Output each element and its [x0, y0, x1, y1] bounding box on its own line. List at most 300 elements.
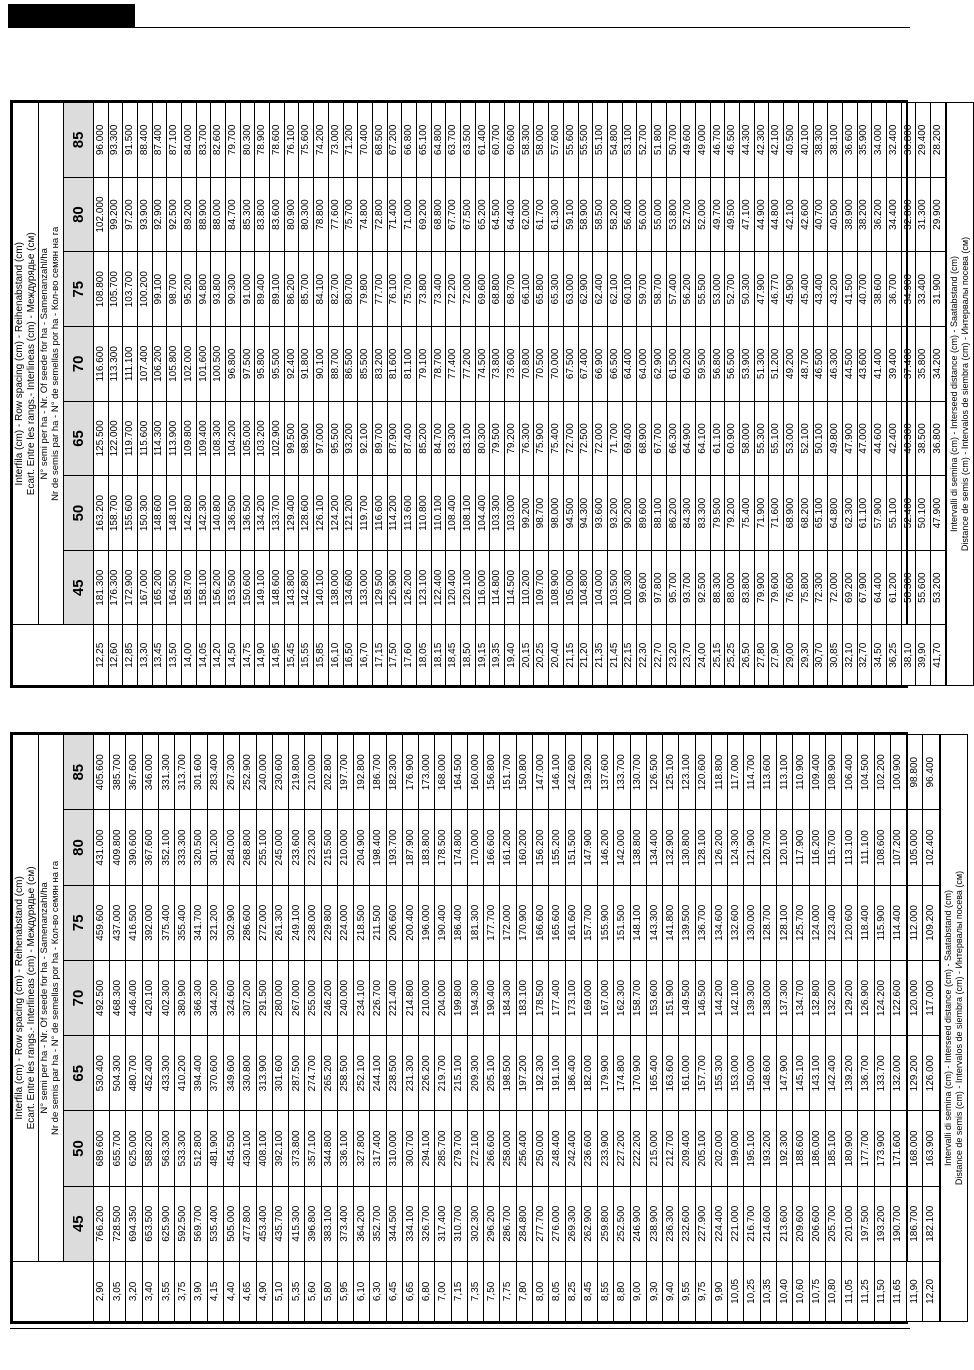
table-row — [651, 103, 666, 686]
seeds-cell: 92.900 — [152, 177, 167, 252]
distance-cell: 16,10 — [328, 625, 343, 686]
distance-cell: 7,75 — [500, 1261, 516, 1321]
seeds-cell: 221.400 — [386, 960, 402, 1035]
table-row — [191, 735, 207, 1322]
seeds-per-ha-title — [39, 103, 64, 626]
seeds-cell: 55.500 — [578, 103, 593, 178]
seeds-cell: 117.000 — [728, 735, 744, 810]
seeds-cell: 136.700 — [858, 1036, 874, 1111]
seeds-cell: 72.500 — [578, 401, 593, 476]
seeds-cell: 85.200 — [416, 401, 431, 476]
seeds-cell: 75.700 — [343, 177, 358, 252]
seeds-cell: 118.400 — [858, 885, 874, 960]
seeds-cell: 88.700 — [328, 327, 343, 402]
seeds-cell: 210.000 — [337, 810, 353, 885]
seeds-cell: 504.300 — [110, 1036, 126, 1111]
seeds-cell: 219.700 — [435, 1036, 451, 1111]
seeds-cell: 588.200 — [142, 1111, 158, 1186]
seeds-cell: 198.400 — [370, 810, 386, 885]
seeds-cell: 110.100 — [431, 476, 446, 551]
seeds-cell: 65.200 — [475, 177, 490, 252]
seeds-cell: 98.800 — [907, 735, 923, 810]
table-row — [108, 103, 123, 686]
distance-cell: 12,60 — [108, 625, 123, 686]
table-row — [931, 103, 946, 686]
seeds-cell: 333.300 — [175, 810, 191, 885]
seeds-cell: 66.800 — [402, 103, 417, 178]
seeds-cell: 209.400 — [679, 1111, 695, 1186]
seeds-cell: 151.500 — [565, 810, 581, 885]
seeds-cell: 38.200 — [857, 177, 872, 252]
seeds-cell: 106.400 — [842, 735, 858, 810]
seeds-cell: 266.600 — [484, 1111, 500, 1186]
seeds-cell: 563.300 — [158, 1111, 174, 1186]
table-row — [207, 735, 223, 1322]
distance-cell: 11,05 — [842, 1261, 858, 1321]
table-row — [137, 103, 152, 686]
seeds-cell: 98.900 — [299, 401, 314, 476]
seeds-cell: 139.200 — [842, 1036, 858, 1111]
seeds-cell: 133.000 — [358, 550, 373, 625]
distance-cell: 4,15 — [207, 1261, 223, 1321]
seeds-cell: 766.200 — [93, 1186, 109, 1261]
seeds-cell: 186.000 — [809, 1111, 825, 1186]
column-header-65: 65 — [63, 1036, 93, 1111]
seeds-cell: 89.400 — [255, 252, 270, 327]
seeds-cell: 122.400 — [431, 550, 446, 625]
seeds-cell: 272.000 — [256, 885, 272, 960]
distance-cell: 38,10 — [901, 625, 916, 686]
seeds-cell: 74.200 — [314, 103, 329, 178]
distance-cell: 15,55 — [299, 625, 314, 686]
seeds-cell: 38.300 — [813, 103, 828, 178]
seeds-cell: 112.000 — [907, 885, 923, 960]
seeds-cell: 63.500 — [461, 103, 476, 178]
seeds-cell: 219.800 — [289, 735, 305, 810]
seeds-cell: 153.600 — [646, 960, 662, 1035]
seed-table-top-rotated — [12, 102, 970, 686]
distance-cell: 6,45 — [386, 1261, 402, 1321]
seeds-cell: 108.300 — [211, 401, 226, 476]
header-corner — [13, 625, 94, 686]
seeds-cell: 352.100 — [158, 810, 174, 885]
distance-cell: 3,20 — [126, 1261, 142, 1321]
interseed-distance-title — [946, 103, 974, 686]
seeds-cell: 143.100 — [809, 1036, 825, 1111]
distance-cell: 21,20 — [578, 625, 593, 686]
seeds-cell: 72.200 — [446, 252, 461, 327]
distance-cell: 9,75 — [695, 1261, 711, 1321]
seeds-cell: 56.200 — [681, 252, 696, 327]
seeds-cell: 67.400 — [578, 327, 593, 402]
seeds-cell: 79.500 — [710, 476, 725, 551]
seeds-cell: 405.600 — [93, 735, 109, 810]
seeds-cell: 134.200 — [255, 476, 270, 551]
seeds-cell: 313.700 — [175, 735, 191, 810]
seeds-cell: 55.600 — [916, 550, 931, 625]
seeds-cell: 109.400 — [196, 401, 211, 476]
seeds-cell: 57.900 — [872, 476, 887, 551]
seeds-cell: 93.200 — [343, 401, 358, 476]
seeds-cell: 380.900 — [175, 960, 191, 1035]
column-header-80: 80 — [63, 177, 93, 252]
seeds-cell: 55.000 — [651, 177, 666, 252]
seeds-cell: 569.700 — [191, 1186, 207, 1261]
table-row — [549, 103, 564, 686]
seeds-cell: 108.600 — [874, 810, 890, 885]
seeds-cell: 174.800 — [614, 1036, 630, 1111]
distance-cell: 11,50 — [874, 1261, 890, 1321]
seeds-cell: 183.800 — [419, 810, 435, 885]
distance-cell: 10,60 — [793, 1261, 809, 1321]
distance-cell: 12,20 — [923, 1261, 940, 1321]
seeds-cell: 248.400 — [549, 1111, 565, 1186]
seeds-cell: 108.400 — [446, 476, 461, 551]
seeds-cell: 58.200 — [607, 177, 622, 252]
seeds-cell: 262.900 — [581, 1186, 597, 1261]
seeds-cell: 261.300 — [272, 885, 288, 960]
seeds-cell: 33.400 — [916, 252, 931, 327]
seeds-cell: 193.200 — [874, 1186, 890, 1261]
distance-cell: 25,15 — [710, 625, 725, 686]
seeds-cell: 136.500 — [240, 476, 255, 551]
seeds-cell: 78.900 — [255, 103, 270, 178]
seeds-cell: 64.400 — [872, 550, 887, 625]
seeds-cell: 40.500 — [784, 103, 799, 178]
seeds-cell: 142.000 — [614, 810, 630, 885]
seeds-cell: 190.400 — [435, 885, 451, 960]
seeds-cell: 148.100 — [167, 476, 182, 551]
table-row — [255, 103, 270, 686]
seeds-cell: 62.100 — [607, 252, 622, 327]
seeds-cell: 83.800 — [740, 550, 755, 625]
seeds-cell: 211.500 — [370, 885, 386, 960]
seeds-cell: 149.500 — [679, 960, 695, 1035]
table-row — [533, 735, 549, 1322]
seeds-cell: 146.200 — [598, 810, 614, 885]
seeds-cell: 65.800 — [534, 252, 549, 327]
seeds-cell: 145.100 — [793, 1036, 809, 1111]
distance-cell: 3,55 — [158, 1261, 174, 1321]
seeds-cell: 113.600 — [402, 476, 417, 551]
seeds-cell: 108.100 — [461, 476, 476, 551]
seeds-cell: 210.000 — [305, 735, 321, 810]
seeds-cell: 90.100 — [314, 327, 329, 402]
seeds-cell: 182.000 — [581, 1036, 597, 1111]
distance-cell: 8,55 — [598, 1261, 614, 1321]
seeds-cell: 94.300 — [578, 476, 593, 551]
seeds-cell: 65.100 — [813, 476, 828, 551]
seeds-cell: 431.000 — [93, 810, 109, 885]
seeds-cell: 73.800 — [490, 327, 505, 402]
table-row — [828, 103, 843, 686]
seeds-cell: 129.400 — [284, 476, 299, 551]
seeds-cell: 205.100 — [484, 1036, 500, 1111]
seeds-cell: 68.800 — [431, 177, 446, 252]
seeds-cell: 245.000 — [272, 810, 288, 885]
table-row — [740, 103, 755, 686]
seeds-cell: 161.600 — [565, 885, 581, 960]
seeds-cell: 655.700 — [110, 1111, 126, 1186]
distance-cell: 16,50 — [343, 625, 358, 686]
table-row — [93, 103, 108, 686]
table-row — [435, 735, 451, 1322]
seeds-cell: 41.500 — [842, 252, 857, 327]
seeds-cell: 101.600 — [196, 327, 211, 402]
table-row — [152, 103, 167, 686]
seeds-cell: 352.700 — [370, 1186, 386, 1261]
distance-cell: 19,40 — [505, 625, 520, 686]
seeds-cell: 344.200 — [207, 960, 223, 1035]
table-row — [858, 735, 874, 1322]
seeds-cell: 259.800 — [598, 1186, 614, 1261]
seeds-cell: 51.200 — [769, 327, 784, 402]
distance-cell: 22,70 — [651, 625, 666, 686]
seeds-cell: 69.400 — [622, 401, 637, 476]
seeds-cell: 214.800 — [402, 960, 418, 1035]
seeds-cell: 349.600 — [223, 1036, 239, 1111]
seeds-cell: 103.500 — [607, 550, 622, 625]
seeds-cell: 459.600 — [93, 885, 109, 960]
seeds-cell: 321.200 — [207, 885, 223, 960]
distance-cell: 7,80 — [516, 1261, 532, 1321]
seeds-cell: 55.500 — [696, 252, 711, 327]
seeds-cell: 182.300 — [386, 735, 402, 810]
table-row — [646, 735, 662, 1322]
seeds-cell: 32.800 — [901, 177, 916, 252]
distance-cell: 14,90 — [255, 625, 270, 686]
distance-cell: 29,30 — [798, 625, 813, 686]
seeds-cell: 53.000 — [784, 401, 799, 476]
seeds-cell: 226.700 — [370, 960, 386, 1035]
seeds-cell: 99.500 — [284, 401, 299, 476]
seeds-cell: 71.600 — [769, 476, 784, 551]
seeds-cell: 38.900 — [842, 177, 857, 252]
seeds-cell: 105.700 — [108, 252, 123, 327]
seeds-per-ha-title — [39, 735, 64, 1262]
header-corner — [13, 1261, 94, 1321]
seeds-cell: 83.100 — [461, 401, 476, 476]
seeds-cell: 99.600 — [637, 550, 652, 625]
seeds-cell: 36.600 — [842, 103, 857, 178]
distance-cell: 17,50 — [387, 625, 402, 686]
table-row — [299, 103, 314, 686]
seeds-cell: 396.800 — [305, 1186, 321, 1261]
row-spacing-title — [13, 735, 39, 1262]
seeds-cell: 62.000 — [519, 177, 534, 252]
seeds-cell: 161.000 — [679, 1036, 695, 1111]
seeds-cell: 165.600 — [549, 885, 565, 960]
distance-cell: 21,45 — [607, 625, 622, 686]
seeds-cell: 116.600 — [372, 476, 387, 551]
row-spacing-title — [13, 103, 39, 626]
seeds-cell: 44.800 — [769, 177, 784, 252]
seeds-cell: 133.700 — [874, 1036, 890, 1111]
seeds-cell: 415.300 — [289, 1186, 305, 1261]
seeds-cell: 56.400 — [622, 177, 637, 252]
seeds-cell: 198.500 — [500, 1036, 516, 1111]
seeds-cell: 179.900 — [598, 1036, 614, 1111]
seeds-cell: 77.200 — [461, 327, 476, 402]
seeds-cell: 58.000 — [534, 103, 549, 178]
seeds-cell: 60.200 — [681, 327, 696, 402]
seeds-cell: 57.400 — [666, 252, 681, 327]
distance-cell: 22,15 — [622, 625, 637, 686]
seeds-cell: 283.400 — [207, 735, 223, 810]
table-row — [679, 735, 695, 1322]
seeds-cell: 129.200 — [907, 1036, 923, 1111]
seeds-cell: 535.400 — [207, 1186, 223, 1261]
column-header-45: 45 — [63, 550, 93, 625]
seeds-cell: 177.400 — [549, 960, 565, 1035]
seeds-cell: 53.800 — [666, 177, 681, 252]
seeds-cell: 73.000 — [328, 103, 343, 178]
distance-cell: 8,45 — [581, 1261, 597, 1321]
seeds-cell: 40.100 — [798, 103, 813, 178]
seeds-cell: 215.100 — [451, 1036, 467, 1111]
seeds-cell: 65.100 — [416, 103, 431, 178]
seeds-cell: 50.300 — [740, 252, 755, 327]
seeds-cell: 64.400 — [622, 327, 637, 402]
seeds-cell: 533.300 — [175, 1111, 191, 1186]
seeds-cell: 105.000 — [907, 810, 923, 885]
seeds-cell: 44.300 — [740, 103, 755, 178]
seeds-cell: 240.000 — [337, 960, 353, 1035]
seeds-cell: 86.200 — [284, 252, 299, 327]
seeds-cell: 48.700 — [798, 327, 813, 402]
table-row — [874, 735, 890, 1322]
seeds-cell: 132.000 — [890, 1036, 906, 1111]
table-row — [337, 735, 353, 1322]
seeds-cell: 177.700 — [858, 1111, 874, 1186]
distance-cell: 12,25 — [93, 625, 108, 686]
seeds-cell: 72.800 — [372, 177, 387, 252]
seeds-cell: 625.900 — [158, 1186, 174, 1261]
table-row — [305, 735, 321, 1322]
seeds-cell: 162.300 — [614, 960, 630, 1035]
distance-cell: 20,15 — [519, 625, 534, 686]
seeds-cell: 60.600 — [505, 103, 520, 178]
seeds-cell: 344.500 — [386, 1186, 402, 1261]
seeds-cell: 88.000 — [725, 550, 740, 625]
seeds-cell: 164.500 — [167, 550, 182, 625]
seeds-cell: 301.200 — [207, 810, 223, 885]
distance-cell: 7,00 — [435, 1261, 451, 1321]
seeds-cell: 128.100 — [695, 810, 711, 885]
seeds-cell: 301.600 — [272, 1036, 288, 1111]
distance-cell: 27,80 — [754, 625, 769, 686]
seeds-cell: 91.000 — [240, 252, 255, 327]
seeds-cell: 93.200 — [607, 476, 622, 551]
seeds-cell: 147.900 — [777, 1036, 793, 1111]
seeds-cell: 47.000 — [857, 401, 872, 476]
seeds-title-line2: Nr de semis par ha - N° de semellas por ha - Кол-во семян на га — [49, 860, 61, 1135]
table-row — [196, 103, 211, 686]
seeds-cell: 114.300 — [152, 401, 167, 476]
seeds-cell: 46.500 — [813, 327, 828, 402]
distance-cell: 39,90 — [916, 625, 931, 686]
distance-cell: 18,50 — [461, 625, 476, 686]
seeds-cell: 138.000 — [760, 960, 776, 1035]
column-header-75: 75 — [63, 885, 93, 960]
seeds-cell: 96.400 — [923, 735, 940, 810]
seeds-cell: 92.500 — [696, 550, 711, 625]
seeds-cell: 181.300 — [93, 550, 108, 625]
table-row — [777, 735, 793, 1322]
seeds-cell: 95.200 — [181, 252, 196, 327]
interseed-distance-title — [940, 735, 968, 1322]
seeds-cell: 148.600 — [152, 476, 167, 551]
seeds-cell: 49.500 — [725, 177, 740, 252]
seeds-cell: 124.300 — [728, 810, 744, 885]
seeds-cell: 153.500 — [226, 550, 241, 625]
seeds-cell: 79.900 — [754, 550, 769, 625]
table-row — [416, 103, 431, 686]
distance-cell: 8,00 — [533, 1261, 549, 1321]
table-row — [607, 103, 622, 686]
seeds-cell: 166.600 — [484, 810, 500, 885]
seeds-cell: 79.100 — [416, 327, 431, 402]
seeds-cell: 92.100 — [358, 401, 373, 476]
distance-cell: 23,70 — [681, 625, 696, 686]
seeds-cell: 111.100 — [858, 810, 874, 885]
seeds-cell: 42.100 — [769, 103, 784, 178]
seeds-cell: 34.000 — [872, 103, 887, 178]
seeds-cell: 123.100 — [679, 735, 695, 810]
seeds-cell: 113.900 — [167, 401, 182, 476]
table-row — [419, 735, 435, 1322]
table-row — [916, 103, 931, 686]
seeds-cell: 142.300 — [196, 476, 211, 551]
seeds-cell: 134.600 — [343, 550, 358, 625]
seeds-cell: 36.800 — [931, 401, 946, 476]
seeds-cell: 123.400 — [825, 885, 841, 960]
distance-cell: 18,05 — [416, 625, 431, 686]
seeds-cell: 49.600 — [681, 103, 696, 178]
distance-title-line1: Intervalli di semina (cm) - Interseed distance (cm) - Saatabstand (cm) — [943, 889, 954, 1167]
table-row — [126, 735, 142, 1322]
seeds-cell: 83.700 — [196, 103, 211, 178]
seeds-cell: 91.800 — [299, 327, 314, 402]
seeds-cell: 272.100 — [467, 1111, 483, 1186]
seeds-cell: 75.900 — [534, 401, 549, 476]
seeds-cell: 492.500 — [93, 960, 109, 1035]
seeds-cell: 80.300 — [299, 177, 314, 252]
seeds-cell: 62.400 — [593, 252, 608, 327]
seeds-cell: 55.100 — [593, 103, 608, 178]
seeds-cell: 78.800 — [314, 177, 329, 252]
table-row — [907, 735, 923, 1322]
seeds-cell: 60.700 — [490, 103, 505, 178]
seeds-cell: 93.800 — [211, 252, 226, 327]
seeds-cell: 117.000 — [923, 960, 940, 1035]
seeds-cell: 74.800 — [358, 177, 373, 252]
seeds-cell: 182.100 — [923, 1186, 940, 1261]
seeds-cell: 310.700 — [451, 1186, 467, 1261]
seeds-cell: 82.600 — [211, 103, 226, 178]
seeds-cell: 31.300 — [916, 177, 931, 252]
distance-cell: 15,85 — [314, 625, 329, 686]
seeds-cell: 67.200 — [387, 103, 402, 178]
seeds-cell: 269.300 — [565, 1186, 581, 1261]
seeds-cell: 104.800 — [578, 550, 593, 625]
seeds-cell: 256.400 — [516, 1111, 532, 1186]
seeds-cell: 126.200 — [402, 550, 417, 625]
distance-cell: 32,10 — [842, 625, 857, 686]
seeds-cell: 625.000 — [126, 1111, 142, 1186]
seeds-cell: 408.100 — [256, 1111, 272, 1186]
seeds-cell: 73.400 — [431, 252, 446, 327]
